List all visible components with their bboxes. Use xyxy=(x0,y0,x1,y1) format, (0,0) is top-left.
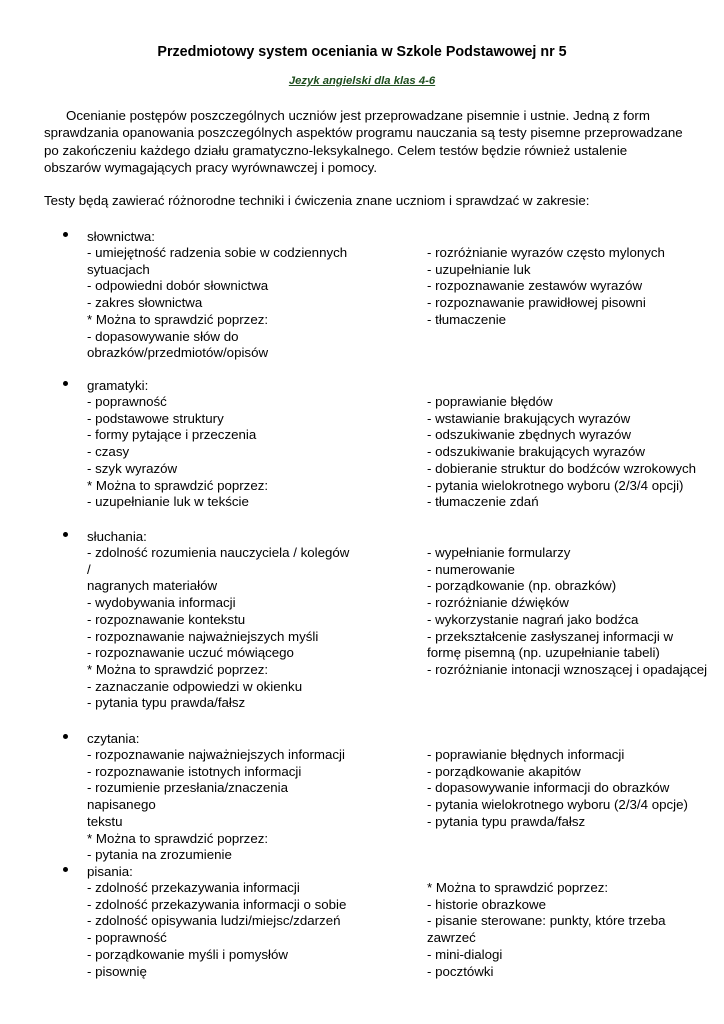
bullet-icon xyxy=(63,734,68,739)
list-item: * Można to sprawdzić poprzez: xyxy=(427,880,609,895)
list-item: - uzupełnianie luk xyxy=(427,261,531,277)
list-item: - dopasowywanie słów do xyxy=(87,328,239,344)
list-item: - zdolność rozumienia nauczyciela / kolegów / xyxy=(87,545,350,577)
bullet-icon xyxy=(63,532,68,537)
section-right-column xyxy=(427,545,717,679)
list-item: - pisownię xyxy=(87,963,147,979)
document-subtitle: Jezyk angielski dla klas 4-6 xyxy=(288,75,436,87)
intro-text: Ocenianie postępów poszczególnych uczniów jest przeprowadzane pisemnie i ustnie. Jedną z form sprawdzania opanowania poszczególnych aspektów programu nauczania są testy pisemne przeprowadzane po zakończeniu każdego działu gramatyczno-leksykalnego. Celem testów będzie również ustalenie obszarów wymagających pracy wyrównawczej i pomocy. xyxy=(44,108,683,175)
list-item: - umiejętność radzenia sobie w codziennych xyxy=(87,245,348,260)
list-item: - pytania typu prawda/fałsz xyxy=(87,695,246,711)
list-item: - zaznaczanie odpowiedzi w okienku xyxy=(87,678,303,694)
document-title: Przedmiotowy system oceniania w Szkole Podstawowej nr 5 xyxy=(157,44,567,60)
list-item: - pytania na zrozumienie xyxy=(87,847,232,863)
list-item: zawrzeć xyxy=(427,930,476,946)
section-title: słuchania: xyxy=(87,529,147,544)
section-right-column xyxy=(427,245,717,329)
list-item: - numerowanie xyxy=(427,561,515,577)
list-item: - pisanie sterowane: punkty, które trzeba xyxy=(427,913,666,929)
list-item: - pocztówki xyxy=(427,963,494,979)
list-item: - poprawność xyxy=(87,930,167,946)
list-item: - rozróżnianie dźwięków xyxy=(427,595,569,611)
list-item: - tłumaczenie zdań xyxy=(427,494,539,510)
list-item: - odszukiwanie brakujących wyrazów xyxy=(427,444,646,460)
list-item: - rozpoznawanie kontekstu xyxy=(87,611,246,627)
list-item: - przekształcenie zasłyszanej informacji w xyxy=(427,628,674,644)
list-item: - dopasowywanie informacji do obrazków xyxy=(427,780,670,796)
list-item: * Można to sprawdzić poprzez: xyxy=(87,477,269,493)
list-item: - wydobywania informacji xyxy=(87,595,236,611)
lead-sentence: Testy będą zawierać różnorodne techniki i ćwiczenia znane uczniom i sprawdzać w zakresie: xyxy=(44,193,590,208)
list-item: - tłumaczenie xyxy=(427,311,507,327)
list-item: - rozpoznawanie najważniejszych myśli xyxy=(87,628,319,644)
list-item: - porządkowanie myśli i pomysłów xyxy=(87,946,288,962)
bullet-icon xyxy=(63,867,68,872)
list-item: - odpowiedni dobór słownictwa xyxy=(87,278,269,294)
bullet-icon xyxy=(63,381,68,386)
bullet-icon xyxy=(63,232,68,237)
section-title: czytania: xyxy=(87,731,140,746)
list-item: - pytania wielokrotnego wyboru (2/3/4 opcje) xyxy=(427,797,688,813)
list-item: - pytania typu prawda/fałsz xyxy=(427,813,586,829)
section-right-column xyxy=(427,394,717,511)
list-item: - rozpoznawanie istotnych informacji xyxy=(87,763,302,779)
list-item: - pytania wielokrotnego wyboru (2/3/4 opcji) xyxy=(427,477,684,493)
list-item: - porządkowanie akapitów xyxy=(427,763,581,779)
list-item: - historie obrazkowe xyxy=(427,896,546,912)
list-item: - wykorzystanie nagrań jako bodźca xyxy=(427,611,639,627)
list-item: - uzupełnianie luk w tekście xyxy=(87,494,249,510)
list-item: - dobieranie struktur do bodźców wzrokowych xyxy=(427,460,697,476)
list-item: - zdolność opisywania ludzi/miejsc/zdarzeń xyxy=(87,913,341,929)
list-item: - poprawianie błędnych informacji xyxy=(427,747,625,762)
section-title: słownictwa: xyxy=(87,229,155,244)
list-item: tekstu xyxy=(87,813,123,829)
section-left-column xyxy=(87,747,352,864)
list-item: - szyk wyrazów xyxy=(87,460,178,476)
list-item: - poprawianie błędów xyxy=(427,394,553,409)
list-item: * Można to sprawdzić poprzez: xyxy=(87,661,269,677)
list-item: - odszukiwanie zbędnych wyrazów xyxy=(427,427,631,443)
list-item: sytuacjach xyxy=(87,261,150,277)
list-item: - rozróżnianie intonacji wznoszącej i opadającej xyxy=(427,661,708,677)
section-left-column xyxy=(87,394,352,511)
list-item: * Można to sprawdzić poprzez: xyxy=(87,311,269,327)
list-item: - porządkowanie (np. obrazków) xyxy=(427,578,617,594)
list-item: obrazków/przedmiotów/opisów xyxy=(87,345,269,361)
list-item: formę pisemną (np. uzupełnianie tabeli) xyxy=(427,645,660,661)
list-item: - podstawowe struktury xyxy=(87,410,224,426)
section-title: pisania: xyxy=(87,864,133,879)
list-item: - rozpoznawanie prawidłowej pisowni xyxy=(427,295,646,311)
list-item: - poprawność xyxy=(87,394,167,409)
section-left-column xyxy=(87,545,352,712)
list-item: - formy pytające i przeczenia xyxy=(87,427,257,443)
list-item: nagranych materiałów xyxy=(87,578,218,594)
list-item: - rozróżnianie wyrazów często mylonych xyxy=(427,245,665,260)
list-item: * Można to sprawdzić poprzez: xyxy=(87,830,269,846)
intro-paragraph xyxy=(44,107,684,176)
list-item: - wypełnianie formularzy xyxy=(427,545,571,560)
list-item: - zakres słownictwa xyxy=(87,295,203,311)
list-item: - zdolność przekazywania informacji o sobie xyxy=(87,896,347,912)
list-item: - wstawianie brakujących wyrazów xyxy=(427,410,631,426)
section-left-column xyxy=(87,880,352,980)
list-item: - rozumienie przesłania/znaczenia napisanego xyxy=(87,780,289,813)
list-item: - czasy xyxy=(87,444,130,460)
list-item: - zdolność przekazywania informacji xyxy=(87,880,300,895)
list-item: - rozpoznawanie najważniejszych informacji xyxy=(87,747,345,762)
section-right-column xyxy=(427,880,717,980)
section-left-column xyxy=(87,245,352,362)
list-item: - rozpoznawanie uczuć mówiącego xyxy=(87,645,294,661)
section-title: gramatyki: xyxy=(87,378,149,393)
list-item: - rozpoznawanie zestawów wyrazów xyxy=(427,278,643,294)
section-right-column xyxy=(427,747,717,831)
list-item: - mini-dialogi xyxy=(427,946,503,962)
